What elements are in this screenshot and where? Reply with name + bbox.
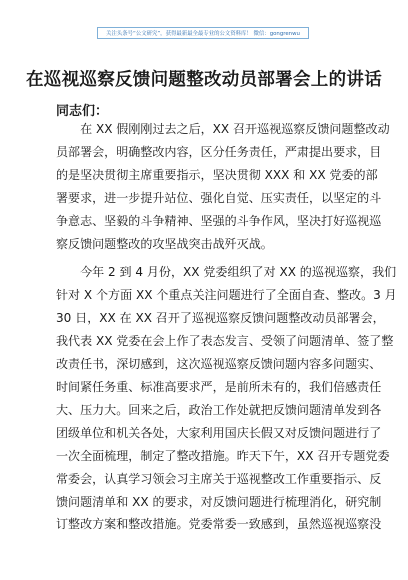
- salutation: 同志们：: [56, 104, 109, 119]
- paragraph-line: 30 日，XX 在 XX 召开了巡视巡察反馈问题整改动员部署会，: [56, 311, 385, 326]
- paragraph-line: 争意志、坚毅的斗争精神、坚强的斗争作风，坚决打好巡视巡: [56, 213, 382, 228]
- paragraph-2: [56, 261, 397, 536]
- paragraph-line: 在 XX 假刚刚过去之后，XX 召开巡视巡察反馈问题整改动: [80, 122, 390, 136]
- document-title: 在巡视巡察反馈问题整改动员部署会上的讲话: [26, 70, 382, 90]
- paragraph-line: 大、压力大。回来之后，政治工作处就把反馈问题清单发到各: [56, 402, 382, 417]
- paragraph-line: 时间紧任务重、标准高要求严，是前所未有的，我们倍感责任: [56, 379, 382, 394]
- paragraph-line: 订整改方案和整改措施。党委常委一致感到，虽然巡视巡察没: [56, 517, 382, 532]
- paragraph-line: 改责任书，深切感到，这次巡视巡察反馈问题内容多问题实、: [56, 357, 382, 372]
- paragraph-line: 的是坚决贯彻主席重要指示，坚决贯彻 XXX 和 XX 党委的部: [56, 167, 378, 182]
- paragraph-line: 察反馈问题整改的攻坚战突击战歼灭战。: [56, 236, 273, 251]
- paragraph-line: 团级单位和机关各处，大家利用国庆长假又对反馈问题进行了: [56, 425, 382, 440]
- paragraph-line: 一次全面梳理，制定了整改措施。昨天下午，XX 召开专题党委: [56, 448, 390, 463]
- paragraph-line: 我代表 XX 党委在会上作了表态发言、受领了问题清单、签了整: [56, 334, 394, 349]
- paragraph-1: [56, 118, 390, 255]
- document-body: [56, 118, 397, 536]
- paragraph-line: 员部署会，明确整改内容，区分任务责任，严肃提出要求，目: [56, 144, 382, 159]
- paragraph-line: 针对 X 个方面 XX 个重点关注问题进行了全面自查、整改。3 月: [56, 288, 397, 303]
- paragraph-line: 常委会，认真学习领会习主席关于巡视整改工作重要指示、反: [56, 471, 382, 486]
- header-banner: 关注头条号“公文研究”，获得最新最全最专业的公文资料库！ 微信：gongrenwu: [97, 27, 309, 39]
- paragraph-line: 今年 2 到 4 月份，XX 党委组织了对 XX 的巡视巡察，我们: [80, 265, 397, 280]
- paragraph-line: 署要求，进一步提升站位、强化自觉、压实责任，以坚定的斗: [56, 190, 382, 205]
- paragraph-line: 馈问题清单和 XX 的要求，对反馈问题进行梳理消化，研究制: [56, 494, 382, 509]
